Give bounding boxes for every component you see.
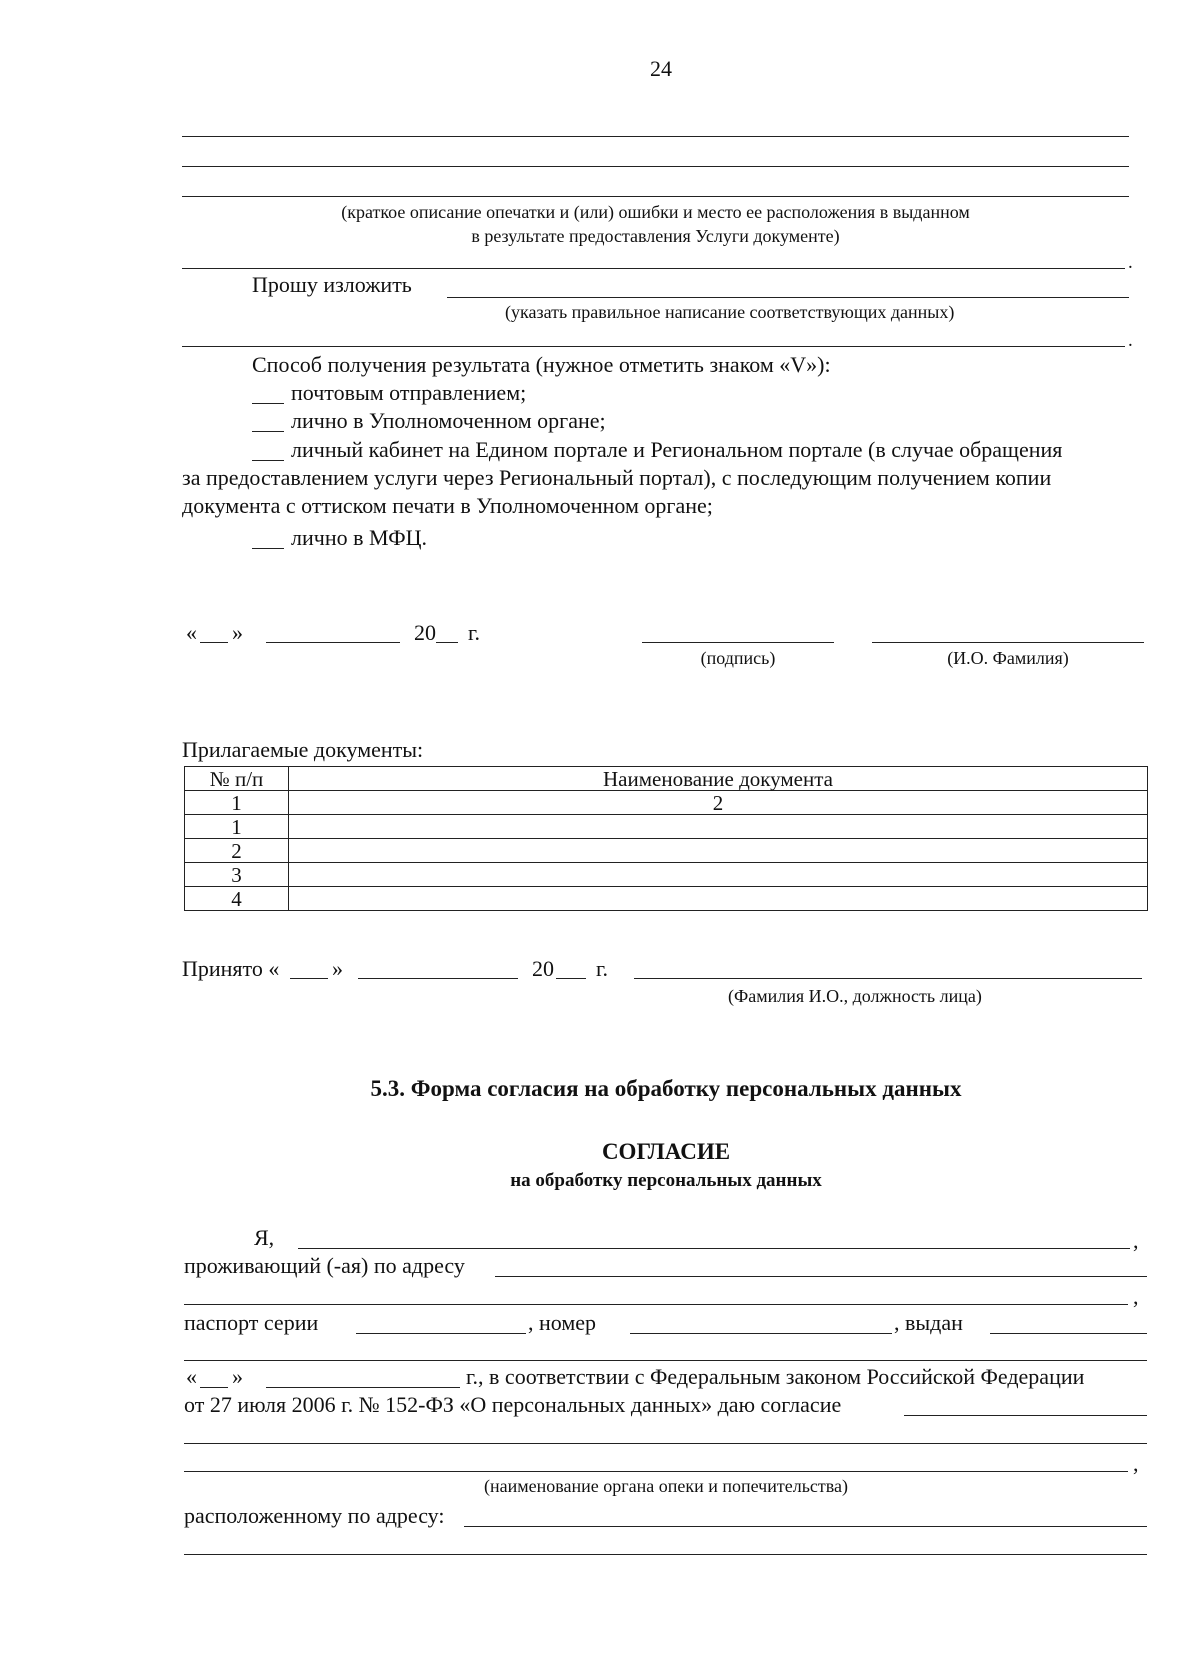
- date-year-line[interactable]: [436, 642, 458, 643]
- accepted-month-line[interactable]: [358, 978, 518, 979]
- consent-comma-1: ,: [1133, 1228, 1139, 1253]
- table-cell[interactable]: [289, 839, 1148, 863]
- table-row: [185, 815, 1148, 839]
- date-quote-close: »: [232, 620, 243, 645]
- accepted-quote-close: »: [332, 956, 343, 981]
- consent-organ-line-2[interactable]: [184, 1443, 1147, 1444]
- accepted-label: Принято «: [182, 956, 280, 981]
- consent-title: СОГЛАСИЕ: [601, 1139, 731, 1164]
- request-line-2[interactable]: [182, 346, 1125, 347]
- passport-label: паспорт серии: [184, 1310, 319, 1335]
- typo-line-4[interactable]: [182, 268, 1125, 269]
- consent-quote-open: «: [186, 1364, 197, 1389]
- passport-number-line[interactable]: [630, 1333, 892, 1334]
- typo-line-2[interactable]: [182, 166, 1129, 167]
- table-cell[interactable]: [289, 863, 1148, 887]
- request-period: .: [1128, 330, 1133, 351]
- checkbox-line-personal[interactable]: [252, 431, 284, 432]
- consent-date-line[interactable]: [266, 1387, 460, 1388]
- passport-issued-line-2[interactable]: [184, 1360, 1147, 1361]
- consent-law-text-2: от 27 июля 2006 г. № 152-ФЗ «О персональных данных» даю согласие: [184, 1392, 842, 1417]
- typo-line-1[interactable]: [182, 136, 1129, 137]
- located-line[interactable]: [464, 1526, 1147, 1527]
- page-number: 24: [650, 56, 672, 81]
- located-label: расположенному по адресу:: [184, 1503, 445, 1528]
- consent-i-label: Я,: [254, 1225, 275, 1250]
- located-line-2[interactable]: [184, 1554, 1147, 1555]
- table-row: [185, 791, 1148, 815]
- consent-organ-line-1[interactable]: [904, 1415, 1147, 1416]
- consent-law-text: г., в соответствии с Федеральным законом Российской Федерации: [466, 1364, 1085, 1389]
- signature-caption: (подпись): [700, 648, 776, 668]
- residing-label: проживающий (-ая) по адресу: [184, 1253, 465, 1278]
- table-cell: 3: [185, 863, 289, 887]
- section-heading: 5.3. Форма согласия на обработку персональных данных: [370, 1076, 962, 1101]
- checkbox-line-post[interactable]: [252, 403, 284, 404]
- method-title: Способ получения результата (нужное отметить знаком «V»):: [252, 352, 831, 377]
- residing-line-2[interactable]: [184, 1304, 1128, 1305]
- table-row: [185, 863, 1148, 887]
- typo-line-3[interactable]: [182, 196, 1129, 197]
- table-cell: 4: [185, 887, 289, 911]
- accepted-year-suffix: г.: [596, 956, 609, 981]
- method-option-personal: лично в Уполномоченном органе;: [291, 408, 606, 433]
- table-cell: 1: [185, 791, 289, 815]
- passport-issued-line[interactable]: [990, 1333, 1147, 1334]
- accepted-year-line[interactable]: [556, 978, 586, 979]
- passport-series-line[interactable]: [356, 1333, 526, 1334]
- table-header-row: [185, 767, 1148, 791]
- method-option-cabinet-cont-1: за предоставлением услуги через Региональный портал), с последующим получением копии: [182, 465, 1052, 490]
- typo-caption-line-1: (краткое описание опечатки и (или) ошибки и место ее расположения в выданном: [341, 202, 970, 222]
- passport-issued-label: , выдан: [894, 1310, 963, 1335]
- method-option-post: почтовым отправлением;: [291, 380, 527, 405]
- method-option-mfc: лично в МФЦ.: [291, 525, 428, 550]
- date-year-suffix: г.: [468, 620, 481, 645]
- accepted-caption: (Фамилия И.О., должность лица): [728, 986, 982, 1006]
- organ-caption: (наименование органа опеки и попечительства): [483, 1476, 849, 1496]
- table-cell: 2: [289, 791, 1148, 815]
- passport-number-label: , номер: [528, 1310, 597, 1335]
- accepted-person-line[interactable]: [634, 978, 1142, 979]
- attachments-title: Прилагаемые документы:: [182, 737, 424, 762]
- typo-period: .: [1128, 252, 1133, 273]
- residing-line[interactable]: [495, 1276, 1147, 1277]
- name-caption: (И.О. Фамилия): [947, 648, 1069, 668]
- method-option-cabinet: личный кабинет на Едином портале и Региональном портале (в случае обращения: [291, 437, 1063, 462]
- consent-organ-line-3[interactable]: [184, 1471, 1128, 1472]
- table-cell: 1: [185, 815, 289, 839]
- table-header-cell: № п/п: [185, 767, 289, 791]
- request-label: Прошу изложить: [252, 272, 412, 297]
- typo-caption-line-2: в результате предоставления Услуги документе): [471, 226, 840, 246]
- consent-day-line[interactable]: [200, 1387, 228, 1388]
- accepted-day-line[interactable]: [290, 978, 328, 979]
- request-field-line[interactable]: [447, 297, 1129, 298]
- request-caption: (указать правильное написание соответствующих данных): [505, 302, 955, 322]
- attachments-table: [184, 766, 1148, 911]
- date-month-line[interactable]: [266, 642, 400, 643]
- date-day-line[interactable]: [200, 642, 228, 643]
- date-quote-open: «: [186, 620, 197, 645]
- consent-comma-2: ,: [1133, 1284, 1139, 1309]
- table-cell: 2: [185, 839, 289, 863]
- accepted-year-prefix: 20: [532, 956, 554, 981]
- table-row: [185, 887, 1148, 911]
- table-header-cell: Наименование документа: [289, 767, 1148, 791]
- method-option-cabinet-cont-2: документа с оттиском печати в Уполномоченном органе;: [182, 493, 713, 518]
- consent-comma-3: ,: [1133, 1451, 1139, 1476]
- name-line[interactable]: [872, 642, 1144, 643]
- checkbox-line-cabinet[interactable]: [252, 460, 284, 461]
- date-year-prefix: 20: [414, 620, 436, 645]
- table-cell[interactable]: [289, 815, 1148, 839]
- consent-name-line[interactable]: [298, 1248, 1130, 1249]
- checkbox-line-mfc[interactable]: [252, 548, 284, 549]
- consent-quote-close: »: [232, 1364, 243, 1389]
- table-cell[interactable]: [289, 887, 1148, 911]
- table-row: [185, 839, 1148, 863]
- consent-subtitle: на обработку персональных данных: [510, 1170, 822, 1191]
- signature-line[interactable]: [642, 642, 834, 643]
